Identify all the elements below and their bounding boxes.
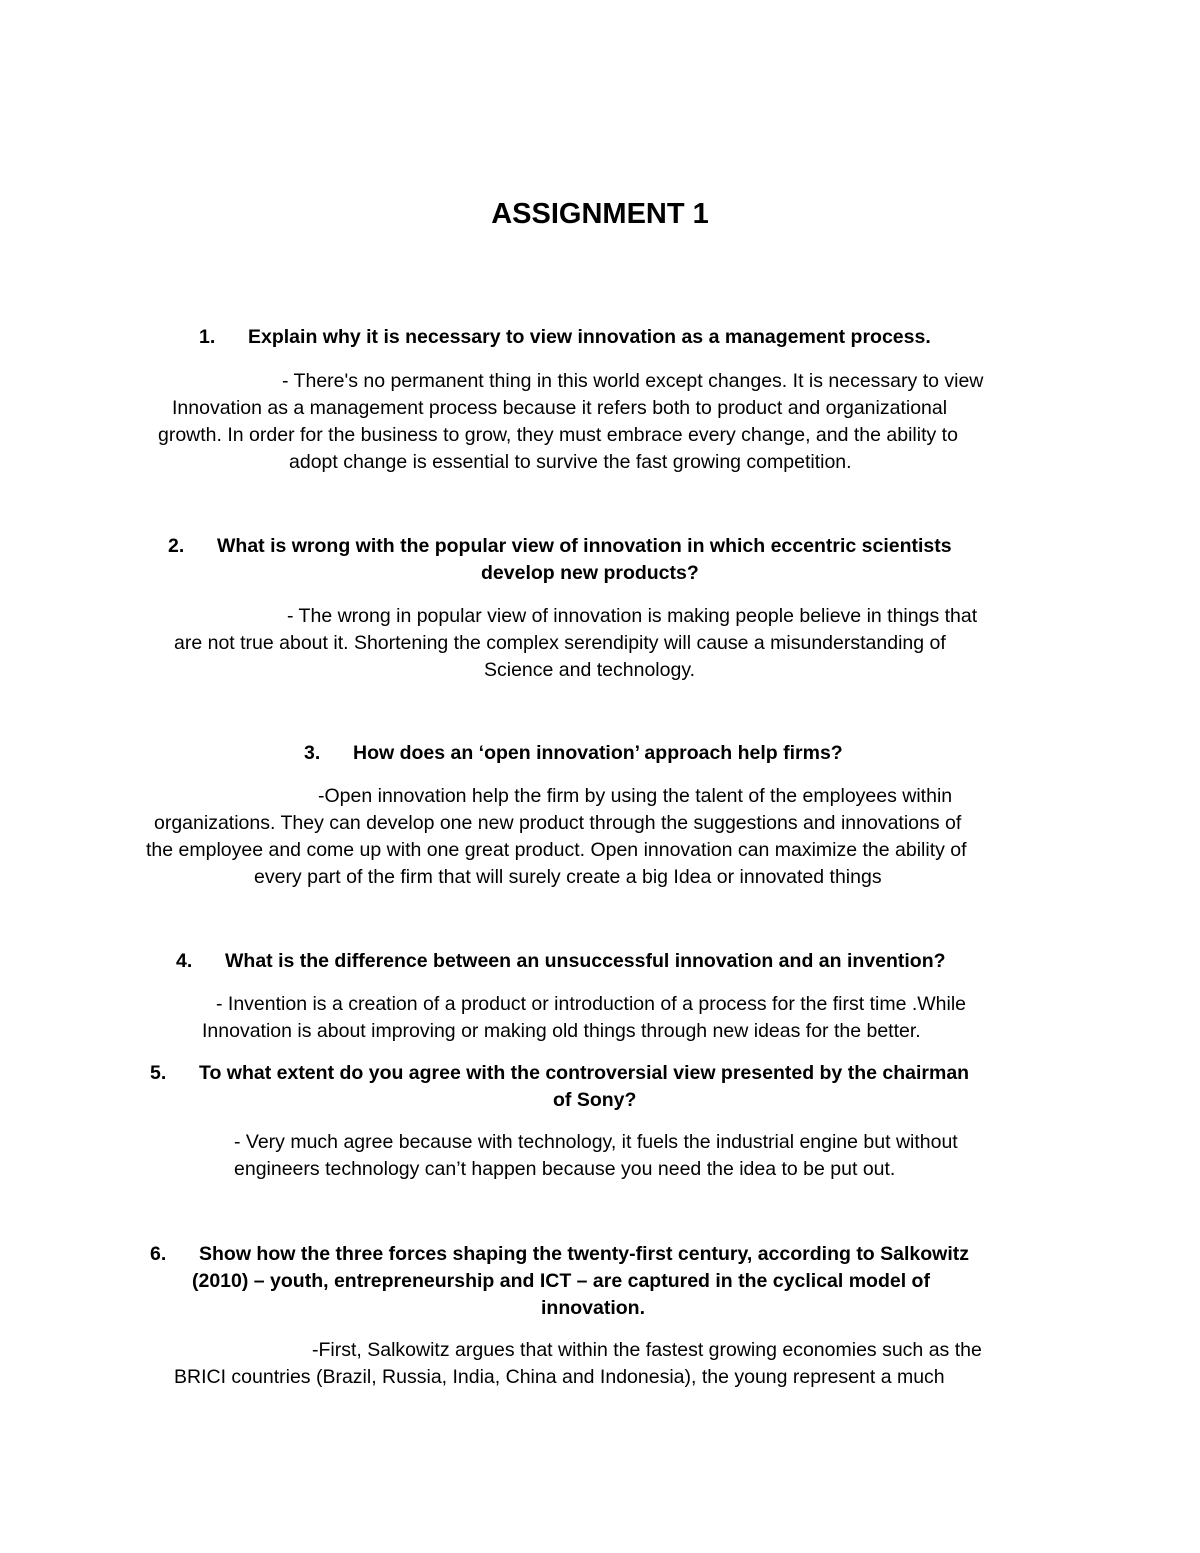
question-text: Explain why it is necessary to view innovation as a management process. [248, 326, 931, 348]
question-text-line: Show how the three forces shaping the twenty-first century, according to Salkowitz [199, 1243, 969, 1265]
answer-line: -Open innovation help the firm by using the talent of the employees within [318, 785, 953, 807]
answer-line: the employee and come up with one great product. Open innovation can maximize the ability of [146, 839, 967, 861]
question-text-line: (2010) – youth, entrepreneurship and ICT – are captured in the cyclical model of [192, 1270, 930, 1292]
page-title: ASSIGNMENT 1 [491, 198, 709, 230]
answer-line: - The wrong in popular view of innovation is making people believe in things that [287, 605, 978, 627]
question-number: 1. [199, 326, 216, 348]
question-number: 4. [176, 950, 193, 972]
question-text: What is the difference between an unsuccessful innovation and an invention? [225, 950, 946, 972]
answer-line: every part of the firm that will surely create a big Idea or innovated things [254, 866, 882, 888]
answer-line: -First, Salkowitz argues that within the fastest growing economies such as the [312, 1339, 982, 1361]
answer-line: adopt change is essential to survive the fast growing competition. [289, 451, 852, 473]
answer-line: Science and technology. [484, 659, 696, 681]
answer-line: engineers technology can’t happen because you need the idea to be put out. [234, 1158, 896, 1180]
answer-line: organizations. They can develop one new product through the suggestions and innovations of [154, 812, 962, 834]
question-number: 3. [304, 742, 321, 764]
answer-line: are not true about it. Shortening the complex serendipity will cause a misunderstanding of [174, 632, 946, 654]
answer-line: - Invention is a creation of a product or introduction of a process for the first time .While [216, 993, 967, 1015]
question-text-line: innovation. [541, 1297, 645, 1319]
answer-line: - There's no permanent thing in this world except changes. It is necessary to view [282, 370, 984, 392]
answer-line: BRICI countries (Brazil, Russia, India, China and Indonesia), the young represent a much [174, 1366, 945, 1388]
question-text-line: What is wrong with the popular view of innovation in which eccentric scientists [217, 535, 952, 557]
answer-line: Innovation is about improving or making old things through new ideas for the better. [202, 1020, 921, 1042]
question-text-line: To what extent do you agree with the controversial view presented by the chairman [199, 1062, 970, 1084]
answer-line: growth. In order for the business to grow, they must embrace every change, and the ability to [158, 424, 958, 446]
question-number: 2. [168, 535, 185, 557]
question-text: How does an ‘open innovation’ approach help firms? [353, 742, 843, 764]
question-text-line: develop new products? [481, 562, 699, 584]
question-text-line: of Sony? [553, 1089, 637, 1111]
question-number: 6. [150, 1243, 167, 1265]
answer-line: - Very much agree because with technology, it fuels the industrial engine but without [234, 1131, 958, 1153]
question-number: 5. [150, 1062, 167, 1084]
answer-line: Innovation as a management process because it refers both to product and organizational [172, 397, 948, 419]
